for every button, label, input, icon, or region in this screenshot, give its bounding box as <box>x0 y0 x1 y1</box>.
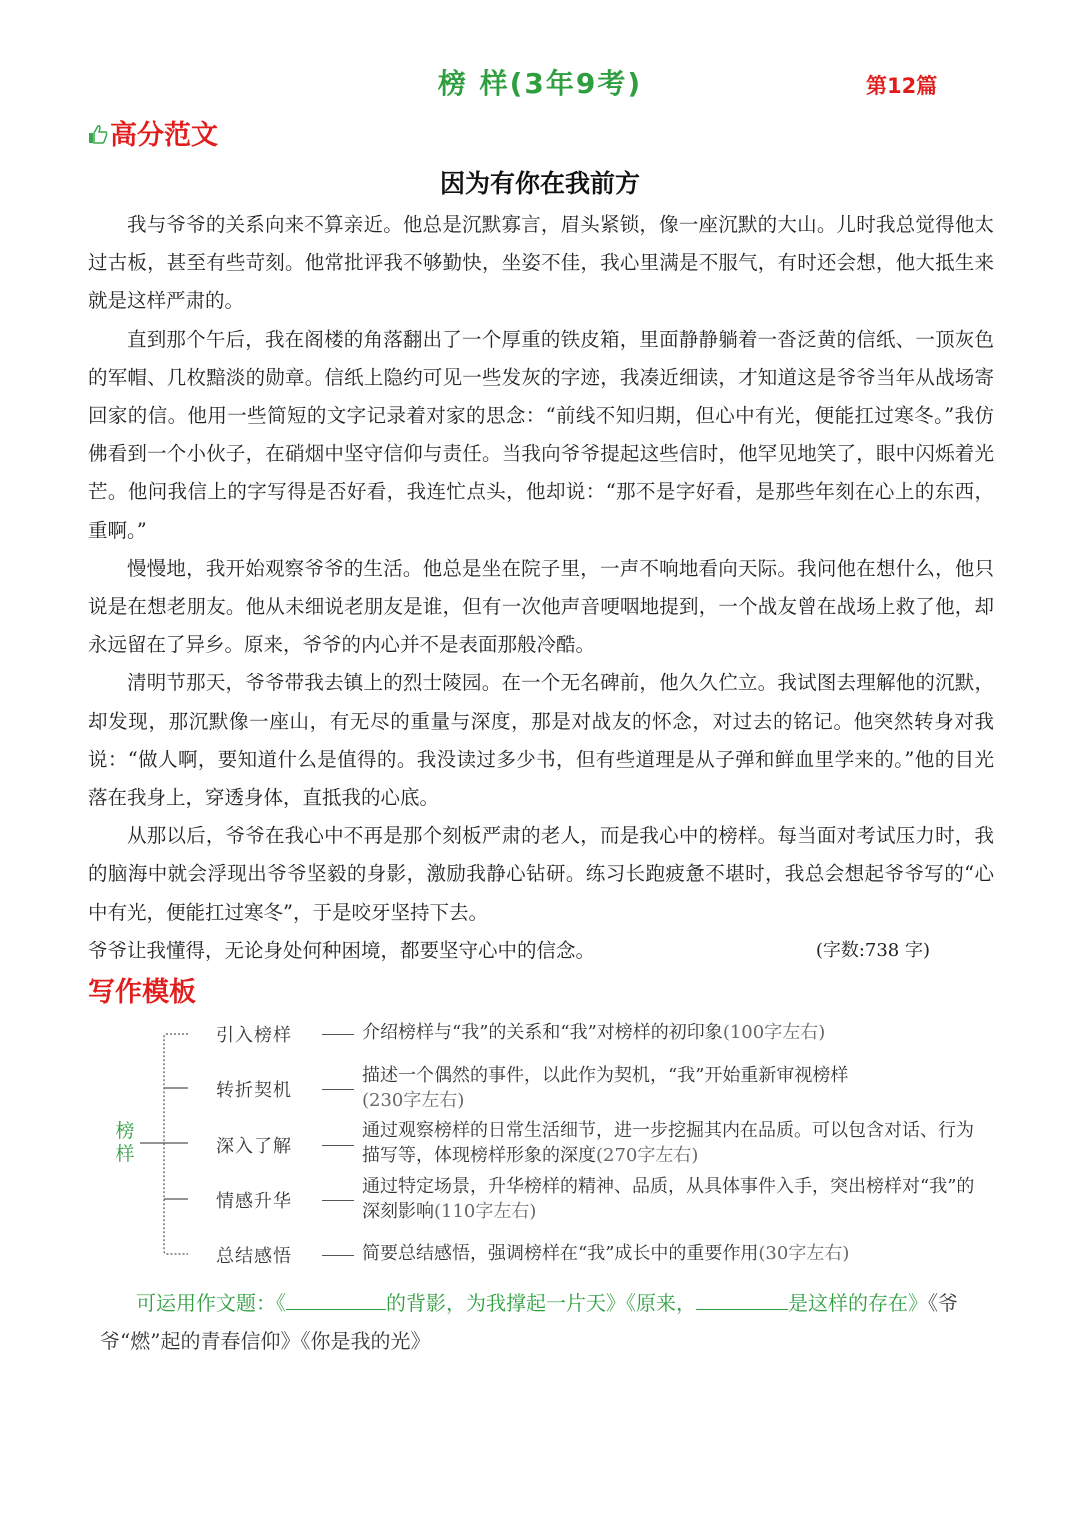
outline-node-desc: 通过观察榜样的日常生活细节，进一步挖掘其内在品质。可以包含对话、行为描写等，体现榜样形象的深度 <box>362 1120 974 1166</box>
outline-node-note: (100字左右) <box>722 1022 826 1043</box>
outline-node-note: (230字左右) <box>362 1090 465 1111</box>
outline-node-desc: 简要总结感悟，强调榜样在“我”成长中的重要作用 <box>362 1243 759 1264</box>
outline-node-label: 总结感悟 <box>216 1246 292 1267</box>
essay-paragraph: 我与爷爷的关系向来不算亲近。他总是沉默寡言，眉头紧锁，像一座沉默的大山。儿时我总觉得他太过古板，甚至有些苛刻。他常批评我不够勤快，坐姿不佳，我心里满是不服气，有时还会想，他大抵生来就是这样严肃的。 <box>88 213 994 313</box>
usable-title-2: 是这样的存在》 <box>788 1291 928 1315</box>
topic-title: 榜 样(3年9考) <box>437 67 643 100</box>
usable-title-4: 《你是我的光》 <box>300 1329 431 1353</box>
outline-node-text <box>362 1241 987 1266</box>
essay-paragraph: 从那以后，爷爷在我心中不再是那个刻板严肃的老人，而是我心中的榜样。每当面对考试压力时，我的脑海中就会浮现出爷爷坚毅的身影，激励我静心钻研。练习长跑疲惫不堪时，我总会想起爷爷写的“心中有光，便能扛过寒冬”，于是咬牙坚持下去。 <box>88 824 994 924</box>
essay-last-line <box>88 932 994 970</box>
blank-line <box>696 1291 788 1310</box>
outline-node-label: 深入了解 <box>216 1136 292 1157</box>
outline-node-desc: 介绍榜样与“我”的关系和“我”对榜样的初印象 <box>362 1022 723 1043</box>
word-count: (字数:738 字) <box>815 939 930 961</box>
model-essay-heading: 高分范文 <box>110 120 218 151</box>
outline-node-note: (110字左右) <box>434 1201 537 1222</box>
outline-dash <box>322 1255 354 1256</box>
outline-node-text <box>362 1063 987 1113</box>
writing-template-heading: 写作模板 <box>88 977 196 1008</box>
outline-node-text <box>362 1020 987 1045</box>
outline-dash <box>322 1034 354 1035</box>
usable-title-1-open: 《 <box>276 1291 286 1315</box>
essay-paragraph: 直到那个午后，我在阁楼的角落翻出了一个厚重的铁皮箱，里面静静躺着一沓泛黄的信纸、一顶灰色的军帽、几枚黯淡的勋章。信纸上隐约可见一些发灰的字迹，我凑近细读，才知道这是爷爷当年从战场寄回家的信。他用一些简短的文字记录着对家的思念：“前线不知归期，但心中有光，便能扛过寒冬。”我仿佛看到一个小伙子，在硝烟中坚守信仰与责任。当我向爷爷提起这些信时，他罕见地笑了，眼中闪烁着光芒。他问我信上的字写得是否好看，我连忙点头，他却说：“那不是字好看，是那些年刻在心上的东西，重啊。” <box>88 327 994 542</box>
outline-node-note: (30字左右) <box>758 1243 850 1264</box>
outline-node-label: 引入榜样 <box>216 1025 292 1046</box>
outline-node-text <box>362 1118 987 1168</box>
blank-line <box>286 1291 386 1310</box>
usable-title-3: 《爷爷“燃”起的青春信仰》 <box>100 1291 958 1353</box>
essay-closing-sentence: 爷爷让我懂得，无论身处何种困境，都要坚守心中的信念。 <box>88 938 596 962</box>
outline-node-label: 转折契机 <box>216 1080 292 1101</box>
outline-dash <box>322 1089 354 1090</box>
usable-title-1: 的背影，为我撑起一片天》 <box>386 1291 626 1315</box>
article-number: 第12篇 <box>866 74 938 98</box>
essay-paragraph: 清明节那天，爷爷带我去镇上的烈士陵园。在一个无名碑前，他久久伫立。我试图去理解他的沉默，却发现，那沉默像一座山，有无尽的重量与深度，那是对战友的怀念，对过去的铭记。他突然转身对我说：“做人啊，要知道什么是值得的。我没读过多少书，但有些道理是从子弹和鲜血里学来的。”他的目光落在我身上，穿透身体，直抵我的心底。 <box>88 671 994 810</box>
essay-body <box>88 206 994 970</box>
usable-titles <box>100 1284 990 1360</box>
essay-paragraph: 慢慢地，我开始观察爷爷的生活。他总是坐在院子里，一声不响地看向天际。我问他在想什么，他只说是在想老朋友。他从未细说老朋友是谁，但有一次他声音哽咽地提到，一个战友曾在战场上救了他，却永远留在了异乡。原来，爷爷的内心并不是表面那般冷酷。 <box>88 556 994 657</box>
outline-node-label: 情感升华 <box>216 1191 292 1212</box>
usable-titles-lead: 可运用作文题： <box>136 1291 276 1315</box>
outline-node-desc: 通过特定场景，升华榜样的精神、品质，从具体事件入手，突出榜样对“我”的深刻影响 <box>362 1176 975 1222</box>
usable-title-2-open: 《原来， <box>626 1291 696 1315</box>
thumbs-up-icon <box>88 124 108 144</box>
outline-node-desc: 描述一个偶然的事件，以此作为契机，“我”开始重新审视榜样 <box>362 1065 849 1086</box>
outline-node-note: (270字左右) <box>596 1145 699 1166</box>
essay-title: 因为有你在我前方 <box>439 169 640 198</box>
outline-root: 榜 样 <box>115 1120 135 1165</box>
outline-dash <box>322 1200 354 1201</box>
outline-dash <box>322 1145 354 1146</box>
outline-node-text <box>362 1174 987 1224</box>
outline-bracket <box>140 1030 200 1260</box>
